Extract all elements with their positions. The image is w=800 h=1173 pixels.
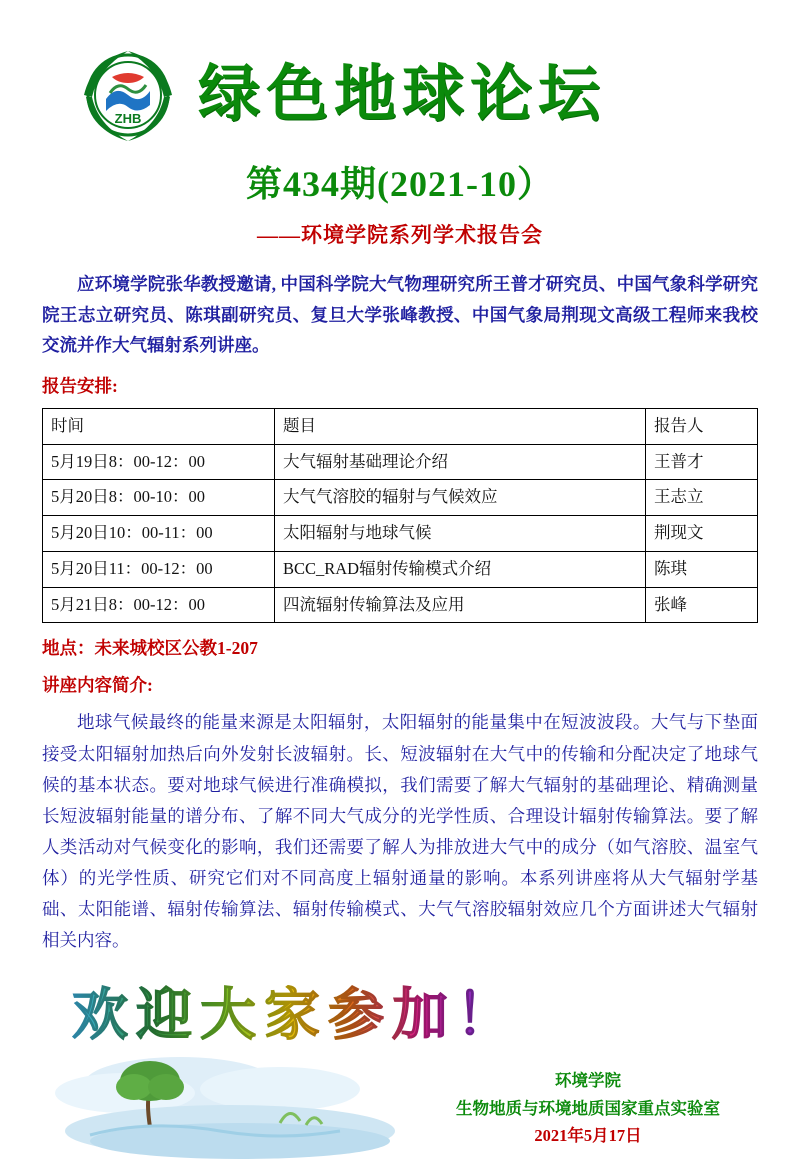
cell-speaker: 陈琪 <box>646 551 758 587</box>
footer-signature <box>456 1067 720 1149</box>
place-value: 未来城校区公教1-207 <box>94 638 258 659</box>
footer-date: 2021年5月17日 <box>534 1125 642 1145</box>
place-line <box>42 635 758 660</box>
document-footer <box>0 998 800 1173</box>
table-row <box>43 516 758 552</box>
cell-time: 5月20日8：00-10：00 <box>43 480 275 516</box>
header-speaker: 报告人 <box>646 408 758 444</box>
footer-lab: 生物地质与环境地质国家重点实验室 <box>456 1098 720 1118</box>
cell-time: 5月20日11：00-12：00 <box>43 551 275 587</box>
landscape-illustration-icon <box>30 1023 450 1163</box>
cell-time: 5月19日8：00-12：00 <box>43 444 275 480</box>
forum-title: 绿色地球论坛 <box>198 61 607 129</box>
svg-text:ZHB: ZHB <box>114 111 142 126</box>
zhb-emblem-icon <box>72 41 184 149</box>
table-row <box>43 551 758 587</box>
table-row <box>43 587 758 623</box>
cell-speaker: 荆现文 <box>646 516 758 552</box>
cell-speaker: 王志立 <box>646 480 758 516</box>
cell-speaker: 张峰 <box>646 587 758 623</box>
intro-paragraph: 应环境学院张华教授邀请, 中国科学院大气物理研究所王普才研究员、中国气象科学研究院王志立研究员、陈琪副研究员、复旦大学张峰教授、中国气象局荆现文高级工程师来我校交流并作大气辐射系列讲座。 <box>42 274 758 356</box>
schedule-label: 报告安排: <box>42 375 118 396</box>
cell-time: 5月20日10：00-11：00 <box>43 516 275 552</box>
cell-topic: BCC_RAD辐射传输模式介绍 <box>275 551 646 587</box>
header-topic: 题目 <box>275 408 646 444</box>
cell-topic: 大气气溶胶的辐射与气候效应 <box>275 480 646 516</box>
issue-number: 第434期(2021-10） <box>246 164 554 204</box>
welcome-text: 欢迎大家参加！ <box>72 971 520 1051</box>
header-time: 时间 <box>43 408 275 444</box>
cell-speaker: 王普才 <box>646 444 758 480</box>
series-subtitle: ——环境学院系列学术报告会 <box>257 223 543 247</box>
cell-time: 5月21日8：00-12：00 <box>43 587 275 623</box>
table-row <box>43 480 758 516</box>
document-header <box>42 40 758 150</box>
abstract-paragraph: 地球气候最终的能量来源是太阳辐射，太阳辐射的能量集中在短波波段。大气与下垫面接受太阳辐射加热后向外发射长波辐射。长、短波辐射在大气中的传输和分配决定了地球气候的基本状态。要对地球气候进行准确模拟，我们需要了解大气辐射的基础理论、精确测量长短波辐射能量的谱分布、了解不同大气成分的光学性质、合理设计辐射传输算法。要了解人类活动对气候变化的影响，我们还需要了解人为排放进大气中的成分（如气溶胶、温室气体）的光学性质、研究它们对不同高度上辐射通量的影响。本系列讲座将从大气辐射学基础、太阳能谱、辐射传输算法、辐射传输模式、大气气溶胶辐射效应几个方面讲述大气辐射相关内容。 <box>42 712 758 951</box>
cell-topic: 大气辐射基础理论介绍 <box>275 444 646 480</box>
footer-org: 环境学院 <box>555 1071 621 1091</box>
table-row <box>43 444 758 480</box>
cell-topic: 太阳辐射与地球气候 <box>275 516 646 552</box>
table-header-row <box>43 408 758 444</box>
place-label: 地点： <box>42 638 95 659</box>
cell-topic: 四流辐射传输算法及应用 <box>275 587 646 623</box>
abstract-label: 讲座内容简介: <box>42 675 153 696</box>
schedule-table <box>42 408 758 624</box>
